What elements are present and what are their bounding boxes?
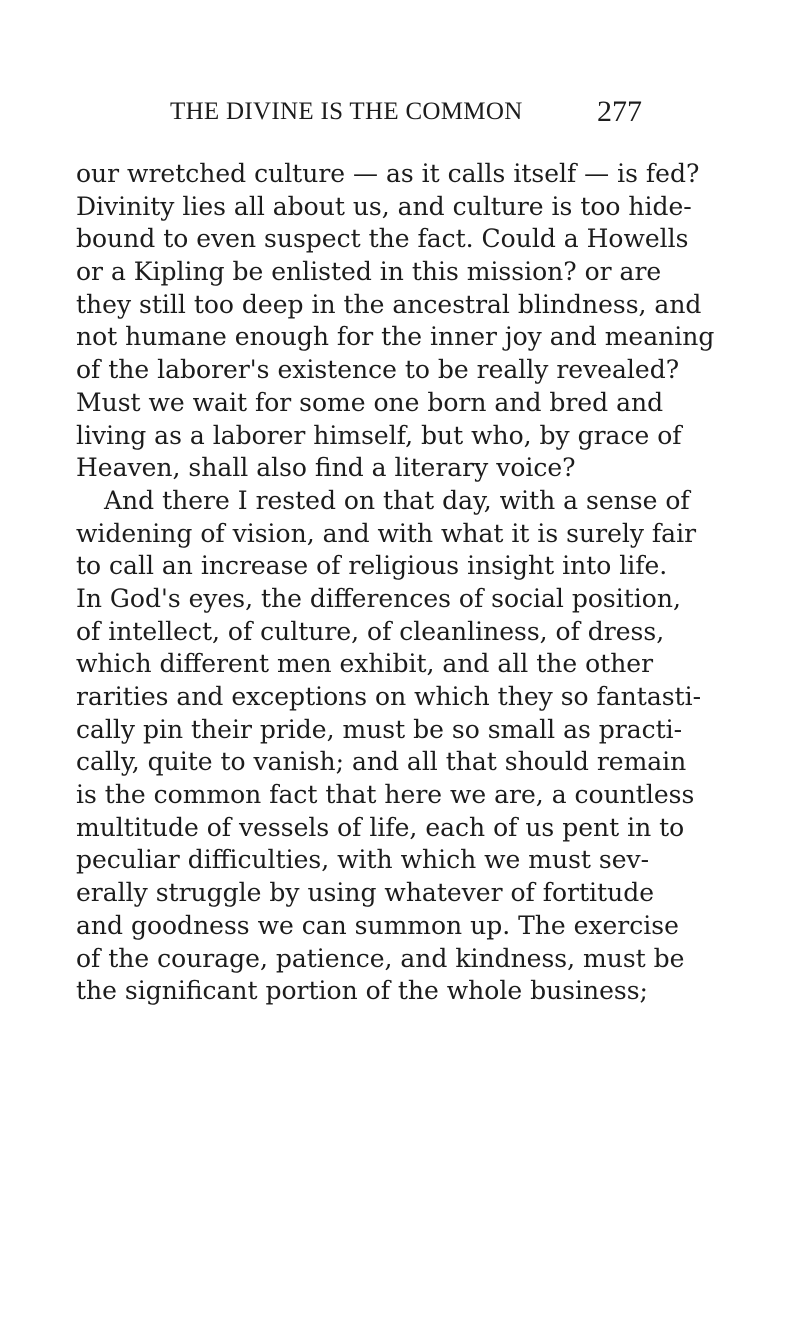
text-line: In God's eyes, the differences of social position, bbox=[76, 583, 681, 613]
text-line: of intellect, of culture, of cleanliness, of dress, bbox=[76, 616, 665, 646]
text-line: and goodness we can summon up. The exercise bbox=[76, 910, 679, 940]
text-line: they still too deep in the ancestral blindness, and bbox=[76, 289, 702, 319]
text-line: our wretched culture — as it calls itself — is fed? bbox=[76, 159, 700, 188]
text-line: Must we wait for some one born and bred and bbox=[76, 387, 664, 417]
text-line: cally pin their pride, must be so small as practi- bbox=[76, 714, 683, 744]
text-line: is the common fact that here we are, a countless bbox=[76, 780, 695, 810]
text-line: erally struggle by using whatever of fortitude bbox=[76, 878, 654, 908]
text-line: widening of vision, and with what it is surely fair bbox=[76, 518, 697, 548]
text-line: the significant portion of the whole business; bbox=[76, 976, 648, 1006]
running-title: THE DIVINE IS THE COMMON bbox=[170, 98, 523, 125]
text-line: Heaven, shall also find a literary voice? bbox=[76, 453, 576, 483]
text-line: rarities and exceptions on which they so fantasti- bbox=[76, 682, 702, 711]
text-line: bound to even suspect the fact. Could a Howells bbox=[76, 224, 689, 254]
text-line: or a Kipling be enlisted in this mission? or are bbox=[76, 257, 662, 287]
text-line: peculiar difficulties, with which we must sev- bbox=[76, 845, 650, 875]
text-line: of the laborer's existence to be really revealed? bbox=[76, 355, 680, 385]
body-text bbox=[76, 158, 715, 1008]
text-line: living as a laborer himself, but who, by grace of bbox=[76, 420, 682, 450]
text-line: of the courage, patience, and kindness, must be bbox=[76, 943, 685, 973]
text-line: to call an increase of religious insight into life. bbox=[76, 551, 668, 581]
text-line: which different men exhibit, and all the other bbox=[76, 649, 654, 679]
text-line: not humane enough for the inner joy and meaning bbox=[76, 322, 715, 352]
page-number: 277 bbox=[597, 95, 642, 128]
text-line: cally, quite to vanish; and all that should remain bbox=[76, 747, 687, 777]
running-header bbox=[170, 92, 642, 132]
text-line: And there I rested on that day, with a sense of bbox=[104, 485, 690, 515]
text-line: Divinity lies all about us, and culture is too hide- bbox=[76, 191, 692, 221]
text-line: multitude of vessels of life, each of us pent in to bbox=[76, 812, 685, 842]
